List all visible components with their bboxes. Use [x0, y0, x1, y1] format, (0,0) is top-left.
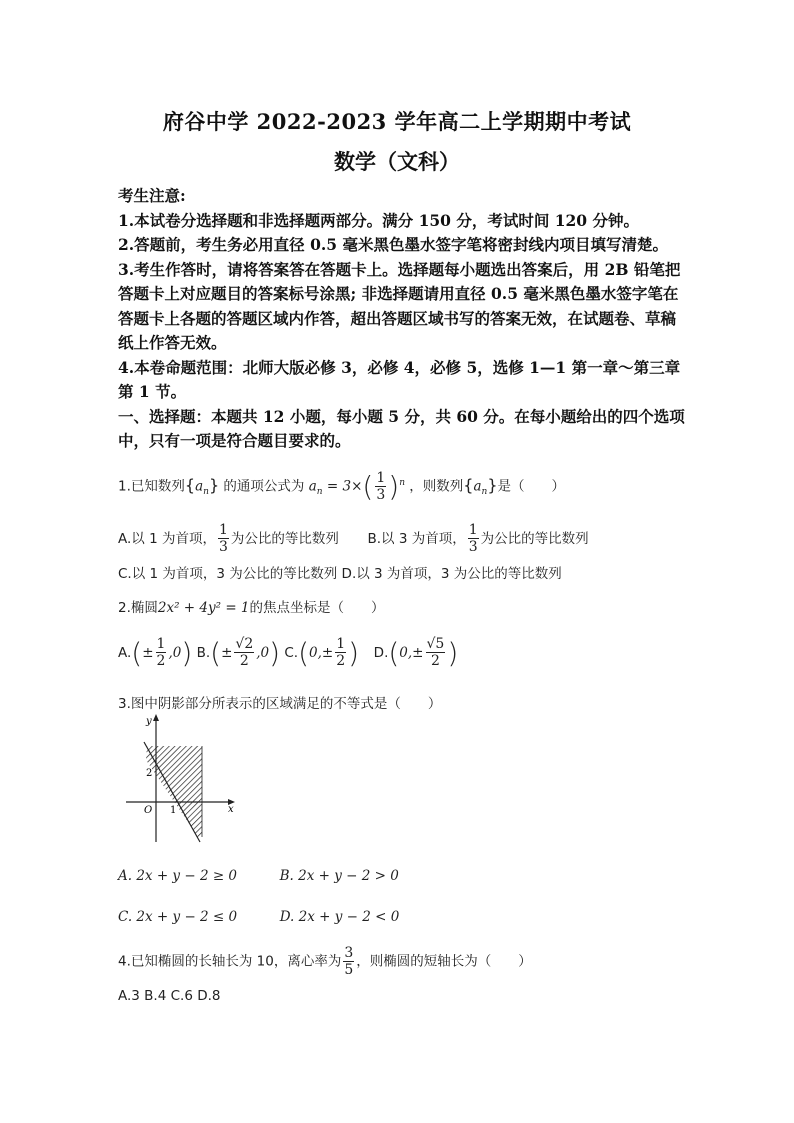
x-axis-label: x	[228, 804, 234, 815]
origin-label: O	[144, 805, 153, 816]
q3-stem: 3.图中阴影部分所表示的区域满足的不等式是（ ）	[118, 696, 442, 712]
q1-option-b: B.以 3 为首项， $\frac{1}{3}$ 为公比的等比数列	[367, 522, 589, 555]
q2-option-b: B.(± $\frac{√2}{2}$ ,0)	[196, 636, 281, 669]
q3-options-ab	[118, 868, 399, 884]
q4-stem: 4.已知椭圆的长轴长为 10，离心率为 $\frac{3}{5}$ ，则椭圆的短轴长为（ ）	[118, 945, 532, 978]
section-heading: 一、选择题：本题共 12 小题，每小题 5 分，共 60 分。在每小题给出的四个选项中，只有一项是符合题目要求的。	[118, 406, 685, 450]
q3-region-graph	[118, 712, 243, 847]
q4-fraction: $\frac{3}{5}$	[344, 945, 354, 978]
q1-fraction: $\frac{1}{3}$	[376, 470, 386, 503]
q3-option-b: B. 2x + y − 2 > 0	[279, 868, 399, 884]
q3-option-d: D. 2x + y − 2 < 0	[279, 909, 400, 925]
q3-options-cd	[118, 909, 399, 925]
q3-option-c: C. 2x + y − 2 ≤ 0	[118, 909, 238, 925]
exam-subtitle: 数学（文科）	[334, 149, 460, 174]
note-item-1: 1.本试卷分选择题和非选择题两部分。满分 150 分，考试时间 120 分钟。	[118, 210, 639, 230]
note-item-4: 4.本卷命题范围：北师大版必修 3，必修 4，必修 5，选修 1—1 第一章～第三章第 1 节。	[118, 357, 681, 401]
notes-heading: 考生注意:	[118, 186, 186, 205]
x-intercept-label: 1	[170, 805, 177, 816]
q1-option-a: A.以 1 为首项， $\frac{1}{3}$ 为公比的等比数列	[118, 522, 339, 555]
q4-options: A.3 B.4 C.6 D.8	[118, 988, 221, 1004]
notes-block	[118, 184, 688, 454]
q2-option-d: D.(0,± $\frac{√5}{2}$ )	[373, 636, 459, 669]
q2-stem: 2.椭圆2x² + 4y² = 1的焦点坐标是（ ）	[118, 600, 385, 616]
note-item-2: 2.答题前，考生务必用直径 0.5 毫米黑色墨水签字笔将密封线内项目填写清楚。	[118, 235, 668, 254]
note-item-3: 3.考生作答时，请将答案答在答题卡上。选择题每小题选出答案后，用 2B 铅笔把答题卡上对应题目的答案标号涂黑; 非选择题请用直径 0.5 毫米黑色墨水签字笔在答题卡上各题的答题区域内作答，超出答题区域书写的答案无效，在试题卷、草稿纸上作答无效。	[118, 259, 681, 352]
q2-options	[118, 636, 458, 669]
y-arrow-icon	[153, 714, 159, 721]
q2-option-c: C.(0,± $\frac{1}{2}$ )	[284, 636, 360, 669]
y-axis-label: y	[146, 716, 152, 727]
q1-stem: 1.已知数列$\{a_n\}$ 的通项公式为 $a_n = 3\times$( $\frac{1}{3}$ )$^n$ ，则数列$\{a_n\}$是（ ）	[118, 470, 566, 503]
y-intercept-label: 2	[146, 768, 153, 779]
exam-title: 府谷中学 2022-2023 学年高二上学期期中考试	[162, 109, 632, 134]
q2-option-a: A.(± $\frac{1}{2}$ ,0)	[118, 636, 193, 669]
q1-options-ab	[118, 522, 589, 555]
q1-options-cd: C.以 1 为首项，3 为公比的等比数列 D.以 3 为首项，3 为公比的等比数列	[118, 566, 562, 582]
q3-option-a: A. 2x + y − 2 ≥ 0	[118, 868, 238, 884]
